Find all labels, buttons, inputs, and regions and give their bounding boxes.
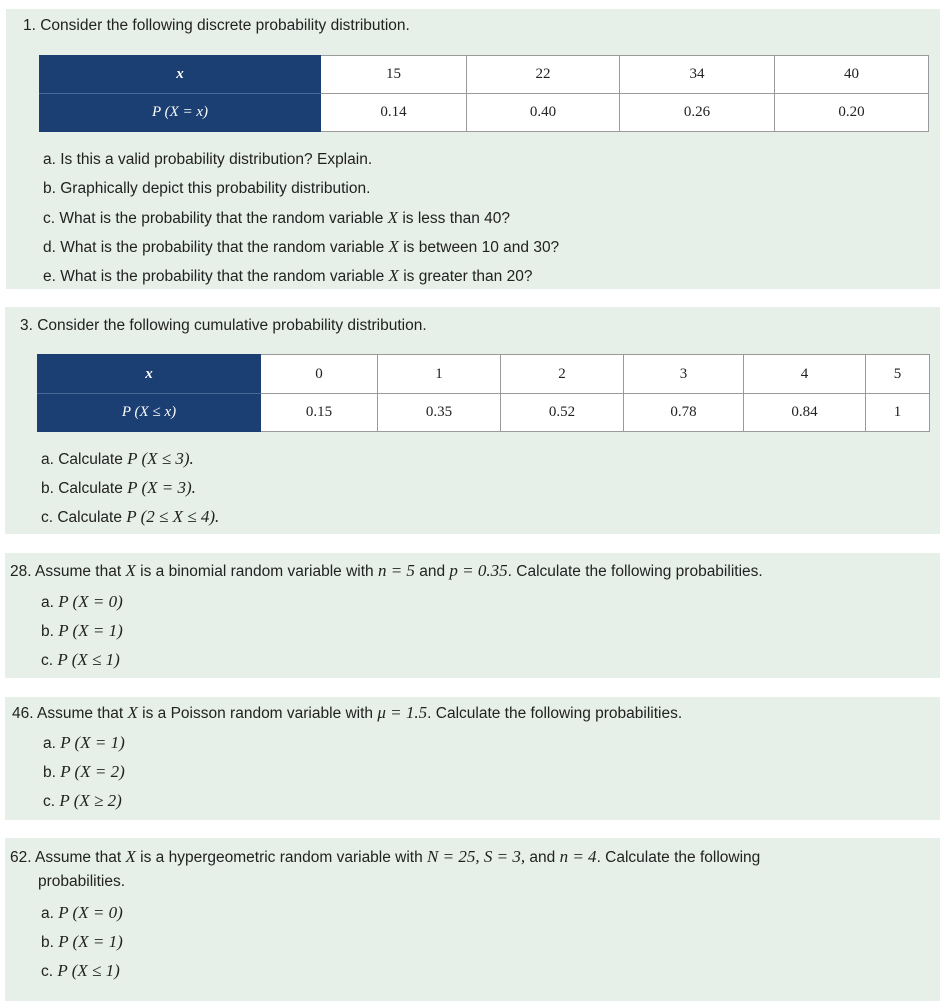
q1-part-e: e. What is the probability that the random variable X is greater than 20? (43, 266, 533, 285)
q3-x-cell: 2 (501, 355, 624, 394)
q3-p-cell: 0.52 (501, 394, 624, 432)
q1-part-d: d. What is the probability that the random variable X is between 10 and 30? (43, 237, 560, 256)
q3-part-c: c. Calculate P (2 ≤ X ≤ 4). (41, 507, 220, 526)
q3-x-cell: 5 (866, 355, 930, 394)
q46-part-c: c. P (X ≥ 2) (43, 791, 122, 810)
q46-part-a: a. P (X = 1) (43, 733, 125, 752)
q3-x-cell: 4 (744, 355, 866, 394)
q1-x-header: x (40, 56, 321, 94)
q62-part-a: a. P (X = 0) (41, 903, 123, 922)
question-62-title-cont: probabilities. (38, 873, 126, 890)
q1-p-header: P (X = x) (40, 94, 321, 132)
q28-part-c: c. P (X ≤ 1) (41, 650, 120, 669)
q3-x-cell: 0 (261, 355, 378, 394)
q3-p-header: P (X ≤ x) (38, 394, 261, 432)
q1-p-cell: 0.14 (321, 94, 467, 132)
q1-x-cell: 34 (620, 56, 775, 94)
q28-part-a: a. P (X = 0) (41, 592, 123, 611)
q1-p-cell: 0.40 (467, 94, 620, 132)
q46-part-b: b. P (X = 2) (43, 762, 125, 781)
question-28-title: 28. Assume that X is a binomial random variable with n = 5 and p = 0.35. Calculate the following probabilities. (10, 561, 763, 580)
q1-x-cell: 40 (775, 56, 929, 94)
question-1-title: 1. Consider the following discrete probability distribution. (23, 17, 410, 34)
question-3-title: 3. Consider the following cumulative probability distribution. (20, 317, 427, 334)
q3-part-a: a. Calculate P (X ≤ 3). (41, 449, 194, 468)
q62-part-c: c. P (X ≤ 1) (41, 961, 120, 980)
q3-x-cell: 3 (624, 355, 744, 394)
q3-x-header: x (38, 355, 261, 394)
q62-part-b: b. P (X = 1) (41, 932, 123, 951)
q3-cumulative-table (37, 354, 930, 432)
q1-part-b: b. Graphically depict this probability distribution. (43, 180, 371, 197)
q1-p-cell: 0.26 (620, 94, 775, 132)
q3-p-cell: 0.84 (744, 394, 866, 432)
q3-p-cell: 0.35 (378, 394, 501, 432)
q3-p-cell: 1 (866, 394, 930, 432)
q1-p-cell: 0.20 (775, 94, 929, 132)
q1-x-cell: 22 (467, 56, 620, 94)
q3-x-cell: 1 (378, 355, 501, 394)
question-62-title: 62. Assume that X is a hypergeometric random variable with N = 25, S = 3, and n = 4. Calculate the following (10, 847, 761, 866)
q3-part-b: b. Calculate P (X = 3). (41, 478, 196, 497)
q1-part-a: a. Is this a valid probability distribution? Explain. (43, 151, 373, 168)
q3-p-cell: 0.78 (624, 394, 744, 432)
q1-x-cell: 15 (321, 56, 467, 94)
question-46-title: 46. Assume that X is a Poisson random variable with μ = 1.5. Calculate the following probabilities. (12, 703, 683, 722)
q1-part-c: c. What is the probability that the random variable X is less than 40? (43, 208, 511, 227)
q28-part-b: b. P (X = 1) (41, 621, 123, 640)
q1-distribution-table (39, 55, 929, 132)
q3-p-cell: 0.15 (261, 394, 378, 432)
